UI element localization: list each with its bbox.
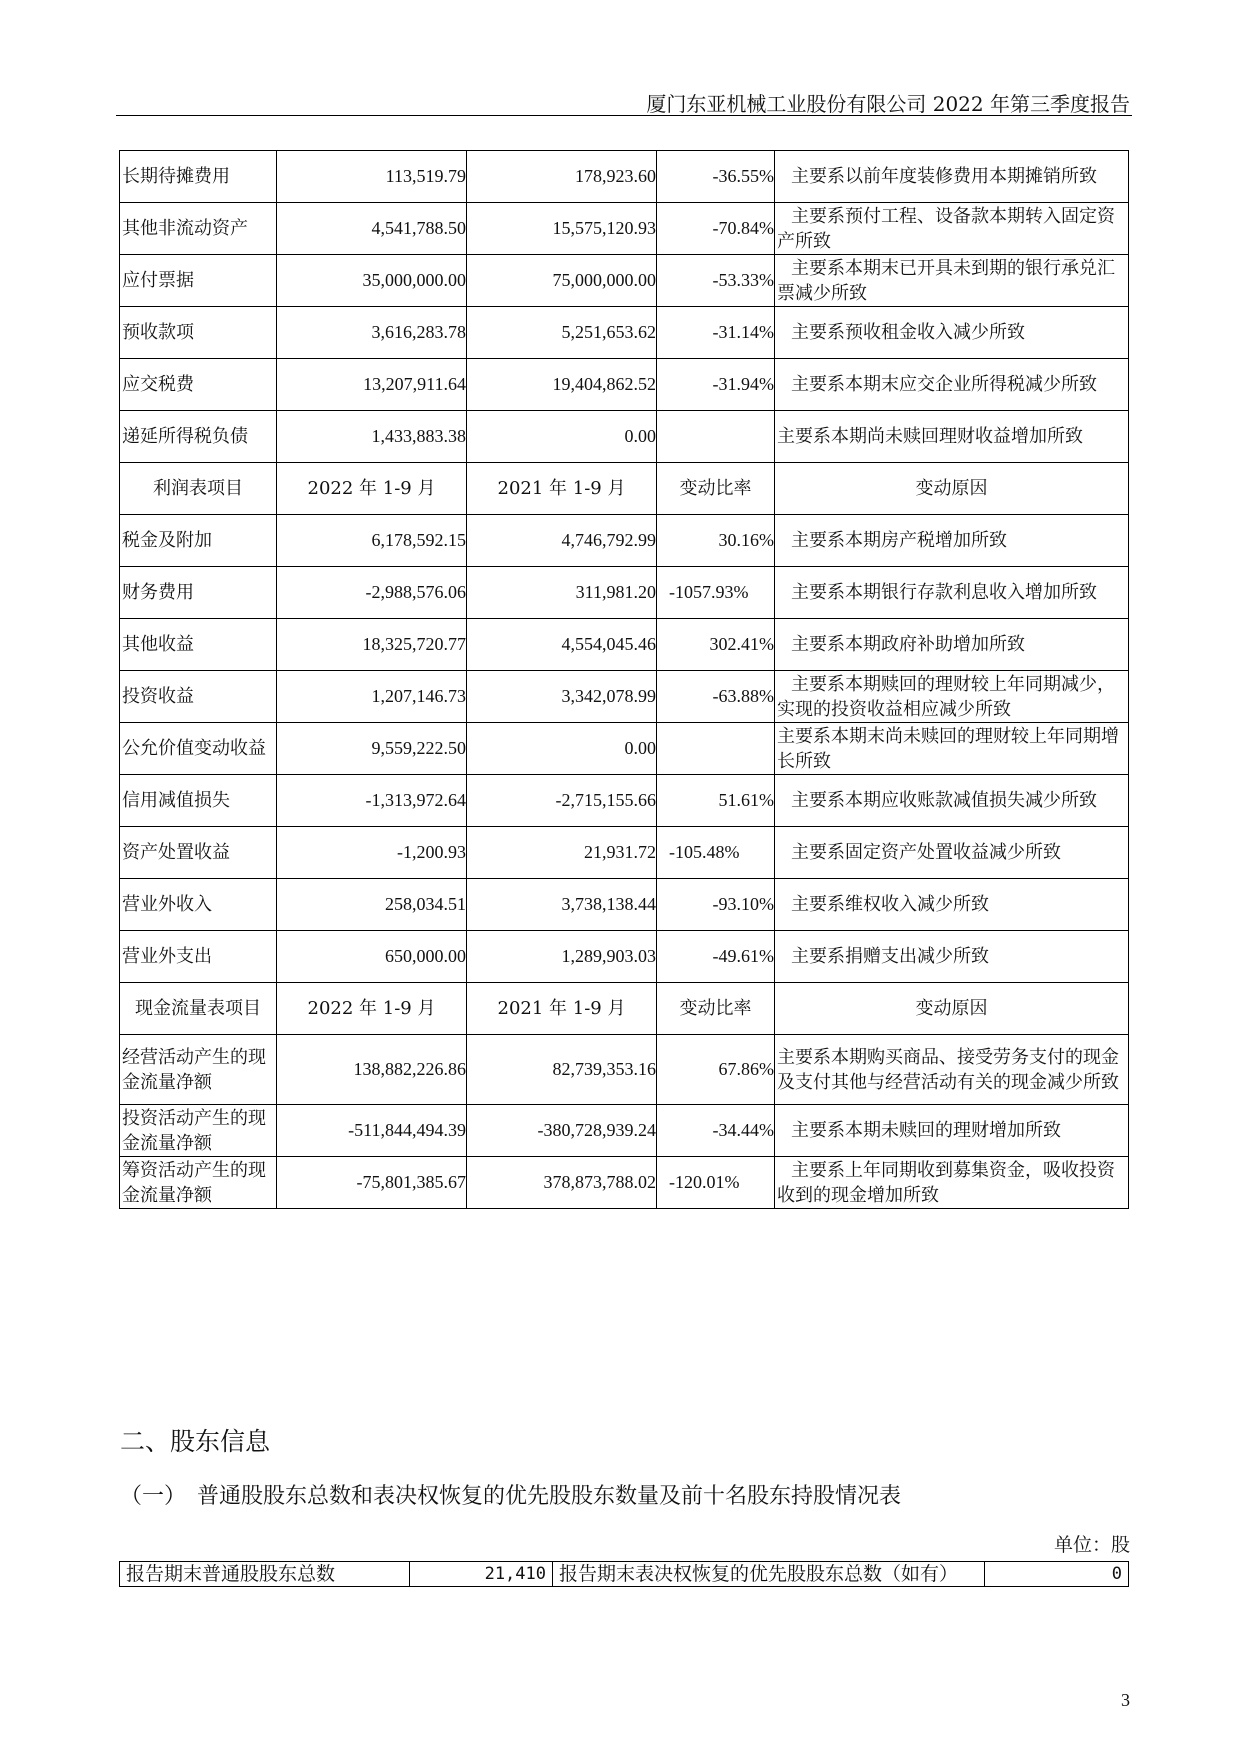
- income-current-value: 9,559,222.50: [277, 723, 467, 775]
- cash-change-ratio: 67.86%: [657, 1035, 775, 1105]
- balance-item-name: 长期待摊费用: [120, 151, 277, 203]
- income-header-row: [120, 463, 1129, 515]
- income-current-value: 258,034.51: [277, 879, 467, 931]
- income-change-reason: 主要系本期银行存款利息收入增加所致: [775, 567, 1129, 619]
- balance-previous-value: 75,000,000.00: [467, 255, 657, 307]
- balance-change-reason: 主要系预付工程、设备款本期转入固定资产所致: [775, 203, 1129, 255]
- income-current-value: -1,313,972.64: [277, 775, 467, 827]
- income-change-ratio: 51.61%: [657, 775, 775, 827]
- income-header-reason: 变动原因: [775, 463, 1129, 515]
- balance-change-ratio: -70.84%: [657, 203, 775, 255]
- cash-header-current: 2022 年 1-9 月: [277, 983, 467, 1035]
- income-previous-value: 311,981.20: [467, 567, 657, 619]
- income-change-reason: 主要系本期末尚未赎回的理财较上年同期增长所致: [775, 723, 1129, 775]
- cash-previous-value: -380,728,939.24: [467, 1105, 657, 1157]
- income-row: [120, 619, 1129, 671]
- cash-header-row: [120, 983, 1129, 1035]
- income-previous-value: 21,931.72: [467, 827, 657, 879]
- balance-current-value: 113,519.79: [277, 151, 467, 203]
- income-item-name: 资产处置收益: [120, 827, 277, 879]
- income-item-name: 营业外收入: [120, 879, 277, 931]
- cash-header-change: 变动比率: [657, 983, 775, 1035]
- balance-current-value: 35,000,000.00: [277, 255, 467, 307]
- preferred-holders-label: 报告期末表决权恢复的优先股股东总数（如有）: [553, 1562, 985, 1587]
- income-current-value: 650,000.00: [277, 931, 467, 983]
- cash-header-item: 现金流量表项目: [120, 983, 277, 1035]
- income-row: [120, 671, 1129, 723]
- income-item-name: 营业外支出: [120, 931, 277, 983]
- cash-change-reason: 主要系本期未赎回的理财增加所致: [775, 1105, 1129, 1157]
- cash-item-name: 投资活动产生的现金流量净额: [120, 1105, 277, 1157]
- balance-change-ratio: -53.33%: [657, 255, 775, 307]
- balance-current-value: 13,207,911.64: [277, 359, 467, 411]
- section-title: 二、股东信息: [120, 1427, 271, 1456]
- common-holders-label: 报告期末普通股股东总数: [120, 1562, 410, 1587]
- income-row: [120, 827, 1129, 879]
- income-change-ratio: 302.41%: [657, 619, 775, 671]
- section-subtitle: （一） 普通股股东总数和表决权恢复的优先股股东数量及前十名股东持股情况表: [120, 1484, 902, 1509]
- income-change-ratio: -1057.93%: [657, 567, 775, 619]
- income-change-reason: 主要系捐赠支出减少所致: [775, 931, 1129, 983]
- balance-previous-value: 178,923.60: [467, 151, 657, 203]
- income-header-item: 利润表项目: [120, 463, 277, 515]
- cash-row: [120, 1105, 1129, 1157]
- income-header-current: 2022 年 1-9 月: [277, 463, 467, 515]
- balance-item-name: 应交税费: [120, 359, 277, 411]
- balance-change-ratio: [657, 411, 775, 463]
- balance-previous-value: 0.00: [467, 411, 657, 463]
- income-change-reason: 主要系本期赎回的理财较上年同期减少，实现的投资收益相应减少所致: [775, 671, 1129, 723]
- income-change-reason: 主要系本期应收账款减值损失减少所致: [775, 775, 1129, 827]
- income-change-reason: 主要系本期房产税增加所致: [775, 515, 1129, 567]
- income-previous-value: -2,715,155.66: [467, 775, 657, 827]
- cash-current-value: -75,801,385.67: [277, 1157, 467, 1209]
- income-row: [120, 931, 1129, 983]
- income-change-ratio: -63.88%: [657, 671, 775, 723]
- income-current-value: 6,178,592.15: [277, 515, 467, 567]
- income-previous-value: 3,738,138.44: [467, 879, 657, 931]
- income-change-reason: 主要系固定资产处置收益减少所致: [775, 827, 1129, 879]
- balance-previous-value: 5,251,653.62: [467, 307, 657, 359]
- income-change-ratio: -105.48%: [657, 827, 775, 879]
- cash-change-ratio: -120.01%: [657, 1157, 775, 1209]
- cash-row: [120, 1035, 1129, 1105]
- unit-label: 单位：股: [1053, 1534, 1130, 1556]
- cash-header-previous: 2021 年 1-9 月: [467, 983, 657, 1035]
- income-row: [120, 723, 1129, 775]
- cash-row: [120, 1157, 1129, 1209]
- income-item-name: 公允价值变动收益: [120, 723, 277, 775]
- income-row: [120, 515, 1129, 567]
- cash-previous-value: 378,873,788.02: [467, 1157, 657, 1209]
- balance-change-reason: 主要系本期末应交企业所得税减少所致: [775, 359, 1129, 411]
- income-change-ratio: -93.10%: [657, 879, 775, 931]
- income-header-change: 变动比率: [657, 463, 775, 515]
- income-item-name: 信用减值损失: [120, 775, 277, 827]
- cash-previous-value: 82,739,353.16: [467, 1035, 657, 1105]
- income-current-value: 1,207,146.73: [277, 671, 467, 723]
- balance-item-name: 预收款项: [120, 307, 277, 359]
- balance-previous-value: 19,404,862.52: [467, 359, 657, 411]
- cash-header-reason: 变动原因: [775, 983, 1129, 1035]
- balance-row: [120, 203, 1129, 255]
- balance-row: [120, 255, 1129, 307]
- balance-previous-value: 15,575,120.93: [467, 203, 657, 255]
- balance-change-reason: 主要系预收租金收入减少所致: [775, 307, 1129, 359]
- income-change-ratio: 30.16%: [657, 515, 775, 567]
- income-change-reason: 主要系维权收入减少所致: [775, 879, 1129, 931]
- balance-row: [120, 359, 1129, 411]
- income-previous-value: 4,554,045.46: [467, 619, 657, 671]
- balance-current-value: 1,433,883.38: [277, 411, 467, 463]
- income-item-name: 财务费用: [120, 567, 277, 619]
- shareholder-count-row: [120, 1562, 1129, 1587]
- income-change-ratio: -49.61%: [657, 931, 775, 983]
- cash-change-ratio: -34.44%: [657, 1105, 775, 1157]
- balance-current-value: 3,616,283.78: [277, 307, 467, 359]
- cash-current-value: -511,844,494.39: [277, 1105, 467, 1157]
- balance-item-name: 应付票据: [120, 255, 277, 307]
- income-row: [120, 879, 1129, 931]
- income-row: [120, 567, 1129, 619]
- income-current-value: 18,325,720.77: [277, 619, 467, 671]
- report-header-title: 厦门东亚机械工业股份有限公司 2022 年第三季度报告: [646, 92, 1130, 116]
- income-item-name: 投资收益: [120, 671, 277, 723]
- shareholder-count-table: [119, 1561, 1129, 1587]
- cash-current-value: 138,882,226.86: [277, 1035, 467, 1105]
- income-previous-value: 3,342,078.99: [467, 671, 657, 723]
- income-change-ratio: [657, 723, 775, 775]
- balance-change-reason: 主要系以前年度装修费用本期摊销所致: [775, 151, 1129, 203]
- income-current-value: -1,200.93: [277, 827, 467, 879]
- balance-change-reason: 主要系本期尚未赎回理财收益增加所致: [775, 411, 1129, 463]
- balance-change-ratio: -31.94%: [657, 359, 775, 411]
- cash-item-name: 经营活动产生的现金流量净额: [120, 1035, 277, 1105]
- balance-current-value: 4,541,788.50: [277, 203, 467, 255]
- page-number: 3: [1121, 1690, 1130, 1710]
- cash-change-reason: 主要系上年同期收到募集资金，吸收投资收到的现金增加所致: [775, 1157, 1129, 1209]
- preferred-holders-value: 0: [985, 1562, 1129, 1587]
- income-row: [120, 775, 1129, 827]
- balance-change-reason: 主要系本期末已开具未到期的银行承兑汇票减少所致: [775, 255, 1129, 307]
- income-item-name: 税金及附加: [120, 515, 277, 567]
- balance-item-name: 递延所得税负债: [120, 411, 277, 463]
- balance-row: [120, 411, 1129, 463]
- header-divider: [116, 115, 1132, 116]
- balance-row: [120, 307, 1129, 359]
- income-change-reason: 主要系本期政府补助增加所致: [775, 619, 1129, 671]
- income-header-previous: 2021 年 1-9 月: [467, 463, 657, 515]
- cash-item-name: 筹资活动产生的现金流量净额: [120, 1157, 277, 1209]
- common-holders-value: 21,410: [410, 1562, 553, 1587]
- income-previous-value: 0.00: [467, 723, 657, 775]
- cash-change-reason: 主要系本期购买商品、接受劳务支付的现金及支付其他与经营活动有关的现金减少所致: [775, 1035, 1129, 1105]
- balance-change-ratio: -31.14%: [657, 307, 775, 359]
- income-previous-value: 4,746,792.99: [467, 515, 657, 567]
- balance-row: [120, 151, 1129, 203]
- balance-item-name: 其他非流动资产: [120, 203, 277, 255]
- income-item-name: 其他收益: [120, 619, 277, 671]
- change-analysis-table: [119, 150, 1129, 1209]
- income-previous-value: 1,289,903.03: [467, 931, 657, 983]
- balance-change-ratio: -36.55%: [657, 151, 775, 203]
- income-current-value: -2,988,576.06: [277, 567, 467, 619]
